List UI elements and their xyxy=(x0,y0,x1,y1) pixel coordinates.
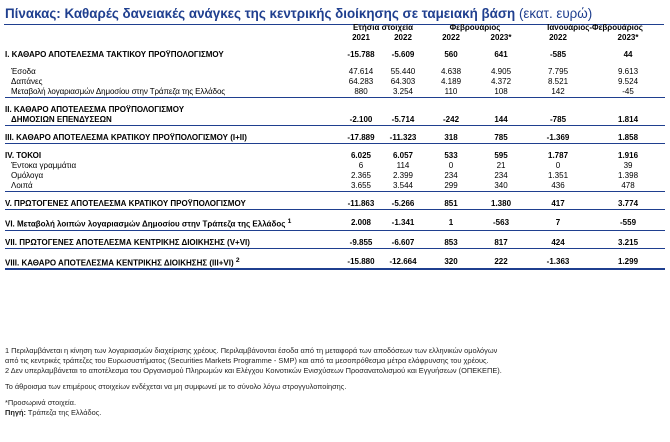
table-cell: -45 xyxy=(591,87,665,98)
table-cell: 3.215 xyxy=(591,238,665,249)
table-cell: -9.855 xyxy=(341,238,381,249)
table-cell: 8.521 xyxy=(548,77,569,86)
table-cell: -242 xyxy=(425,115,477,126)
table-cell: -1.341 xyxy=(381,217,425,230)
table-cell: 142 xyxy=(525,87,591,98)
table-cell: 2.399 xyxy=(392,171,414,180)
table-cell: 39 xyxy=(623,161,633,170)
table-cell: 222 xyxy=(477,256,525,270)
table-cell: 110 xyxy=(425,87,477,98)
rounding-note: Το άθροισμα των επιμέρους στοιχείων ενδέχεται να μη συμφωνεί με το σύνολο λόγω στρογγυλοποίησης. xyxy=(5,382,347,391)
table-cell: 234 xyxy=(494,171,508,180)
footnote-1-cont: από τις κεντρικές τράπεζες του Ευρωσυστήματος (Securities Markets Programme - SMP) και από τα μεσοπρόθεσμα μέτρα ελάφρυνσης του χρέους. xyxy=(5,356,489,365)
table-cell: 6 xyxy=(358,161,364,170)
table-cell: 1.858 xyxy=(591,133,665,144)
table-row xyxy=(5,151,665,161)
footnotes xyxy=(5,346,665,418)
table-cell: 595 xyxy=(494,151,508,160)
table-cell: 299 xyxy=(425,181,477,192)
table-row xyxy=(5,133,665,144)
row-label: Ομόλογα xyxy=(11,171,44,180)
header-year: 2022 xyxy=(442,33,460,42)
table-cell: 417 xyxy=(525,199,591,210)
table-row xyxy=(5,77,665,87)
table-cell: 1.916 xyxy=(618,151,639,160)
table-cell: -559 xyxy=(591,217,665,230)
header-year: 2021 xyxy=(352,33,370,42)
table-cell: -15.788 xyxy=(347,50,375,59)
table-cell: 880 xyxy=(341,87,381,98)
table-row xyxy=(5,105,665,115)
table-row xyxy=(5,171,665,181)
row-label: VII. ΠΡΩΤΟΓΕΝΕΣ ΑΠΟΤΕΛΕΣΜΑ ΚΕΝΤΡΙΚΗΣ ΔΙΟΙΚΗΣΗΣ (V+VI) xyxy=(5,238,341,249)
table-cell: 817 xyxy=(477,238,525,249)
table-cell: -12.664 xyxy=(381,256,425,270)
footnote-ref: 1 xyxy=(287,218,292,225)
header-year: 2022 xyxy=(549,33,567,42)
table-cell: 340 xyxy=(477,181,525,192)
table-cell: 6.025 xyxy=(350,151,372,160)
table-cell: 3.254 xyxy=(381,87,425,98)
row-label: ΙV. ΤΟΚΟΙ xyxy=(5,151,42,160)
row-label: ΙΙΙ. ΚΑΘΑΡΟ ΑΠΟΤΕΛΕΣΜΑ ΚΡΑΤΙΚΟΥ ΠΡΟΫΠΟΛΟΓΙΣΜΟΥ (Ι+ΙΙ) xyxy=(5,133,341,144)
table-row xyxy=(5,67,665,77)
table-cell: -563 xyxy=(477,217,525,230)
header-february: Φεβρουάριος xyxy=(449,23,501,32)
row-label: V. ΠΡΩΤΟΓΕΝΕΣ ΑΠΟΤΕΛΕΣΜΑ ΚΡΑΤΙΚΟΥ ΠΡΟΫΠΟΛΟΓΙΣΜΟΥ xyxy=(5,199,341,210)
table-cell: -11.863 xyxy=(341,199,381,210)
table-cell: 6.057 xyxy=(392,151,414,160)
table-cell: 64.303 xyxy=(390,77,416,86)
table-row xyxy=(5,87,665,98)
table-cell: 1.787 xyxy=(548,151,569,160)
source-note xyxy=(5,408,665,418)
table-cell: 3.774 xyxy=(591,199,665,210)
borrowing-table xyxy=(5,23,665,270)
table-cell: 0 xyxy=(555,161,561,170)
header-row-years xyxy=(5,33,665,43)
table-title xyxy=(5,6,667,21)
table-cell: 4.189 xyxy=(441,77,462,86)
row-label: Μεταβολή λογαριασμών Δημοσίου στην Τράπεζα της Ελλάδος xyxy=(5,87,341,98)
table-cell: 436 xyxy=(525,181,591,192)
table-cell: 1 xyxy=(425,217,477,230)
row-label: Δαπάνες xyxy=(11,77,43,86)
table-cell: 144 xyxy=(477,115,525,126)
footnote-1: 1 Περιλαμβάνεται η κίνηση των λογαριασμών διαχείρισης χρέους. Περιλαμβάνονται έσοδα από τη μεταφορά των αποδόσεων των ελληνικών ομολόγων xyxy=(5,346,498,355)
table-row xyxy=(5,199,665,210)
table-cell: -17.889 xyxy=(341,133,381,144)
table-cell: -1.363 xyxy=(525,256,591,270)
title-unit: (εκατ. ευρώ) xyxy=(518,6,593,21)
table-row xyxy=(5,217,665,230)
table-cell: 1.814 xyxy=(591,115,665,126)
row-label: Έντοκα γραμμάτια xyxy=(11,161,77,170)
row-label: Ι. ΚΑΘΑΡΟ ΑΠΟΤΕΛΕΣΜΑ ΤΑΚΤΙΚΟΥ ΠΡΟΫΠΟΛΟΓΙΣΜΟΥ xyxy=(5,50,224,59)
table-cell: 44 xyxy=(623,50,633,59)
table-cell: 7.795 xyxy=(548,67,569,76)
table-cell: -11.323 xyxy=(381,133,425,144)
provisional-note: *Προσωρινά στοιχεία. xyxy=(5,398,76,407)
table-cell: 318 xyxy=(425,133,477,144)
table-cell: 1.398 xyxy=(618,171,639,180)
table-cell: 4.372 xyxy=(491,77,512,86)
row-label-cont: ΔΗΜΟΣΙΩΝ ΕΠΕΝΔΥΣΕΩΝ xyxy=(5,115,341,126)
header-year: 2023* xyxy=(490,33,512,42)
title-main: Πίνακας: Καθαρές δανειακές ανάγκες της κεντρικής διοίκησης σε ταμειακή βάση xyxy=(5,6,516,21)
table-cell: 4.638 xyxy=(441,67,462,76)
table-cell: -5.714 xyxy=(381,115,425,126)
table-row xyxy=(5,50,665,60)
table-cell: 320 xyxy=(425,256,477,270)
table-row xyxy=(5,161,665,171)
table-cell: -2.100 xyxy=(341,115,381,126)
header-annual: Ετήσια στοιχεία xyxy=(352,23,414,32)
table-cell: 853 xyxy=(425,238,477,249)
row-label: VIII. ΚΑΘΑΡΟ ΑΠΟΤΕΛΕΣΜΑ ΚΕΝΤΡΙΚΗΣ ΔΙΟΙΚΗΣΗΣ (ΙΙΙ+VI) $^2$ xyxy=(5,256,341,270)
footnote-2: 2 Δεν υπερλαμβάνεται το αποτέλεσμα του Οργανισμού Πληρωμών και Ελέγχου Κοινοτικών Ενισχύσεων Προσανατολισμού και Εγγυήσεων (ΟΠΕΚΕΠΕ). xyxy=(5,366,502,375)
table-cell: -1.369 xyxy=(525,133,591,144)
table-cell: 3.544 xyxy=(381,181,425,192)
row-label: VI. Μεταβολή λοιπών λογαριασμών Δημοσίου στην Τράπεζα της Ελλάδος $^1$ xyxy=(5,217,341,230)
footnote-ref: 2 xyxy=(235,256,240,264)
table-cell: 2.365 xyxy=(350,171,372,180)
table-cell: -5.266 xyxy=(381,199,425,210)
table-cell: 4.905 xyxy=(491,67,512,76)
header-year: 2022 xyxy=(394,33,412,42)
table-cell: 21 xyxy=(496,161,506,170)
table-cell: -785 xyxy=(525,115,591,126)
table-cell: 641 xyxy=(494,50,508,59)
table-row xyxy=(5,238,665,249)
table-cell: 55.440 xyxy=(390,67,416,76)
table-cell: 424 xyxy=(525,238,591,249)
table-cell: 851 xyxy=(425,199,477,210)
table-cell: 478 xyxy=(591,181,665,192)
table-row xyxy=(5,115,665,126)
table-cell: 785 xyxy=(477,133,525,144)
header-row-groups xyxy=(5,23,665,33)
row-label: Λοιπά xyxy=(5,181,341,192)
table-cell: 7 xyxy=(525,217,591,230)
table-cell: 1.299 xyxy=(591,256,665,270)
table-cell: 234 xyxy=(444,171,458,180)
table-cell: 9.613 xyxy=(618,67,639,76)
table-cell: 108 xyxy=(477,87,525,98)
table-row xyxy=(5,256,665,270)
table-cell: -5.609 xyxy=(391,50,415,59)
table-cell: 1.380 xyxy=(477,199,525,210)
row-label: Έσοδα xyxy=(11,67,36,76)
table-cell: 0 xyxy=(448,161,454,170)
source-text: Τράπεζα της Ελλάδος. xyxy=(27,408,102,417)
table-cell: 2.008 xyxy=(341,217,381,230)
row-label: ΙΙ. ΚΑΘΑΡΟ ΑΠΟΤΕΛΕΣΜΑ ΠΡΟΫΠΟΛΟΓΙΣΜΟΥ xyxy=(5,105,185,114)
table-cell: 560 xyxy=(444,50,458,59)
table-cell: 9.524 xyxy=(618,77,639,86)
table-cell: -6.607 xyxy=(381,238,425,249)
table-cell: 533 xyxy=(444,151,458,160)
table-cell: 47.614 xyxy=(348,67,374,76)
table-cell: -585 xyxy=(550,50,567,59)
table-cell: 1.351 xyxy=(548,171,569,180)
header-jan-feb: Ιανουάριος-Φεβρουάριος xyxy=(547,23,643,32)
source-label: Πηγή: xyxy=(5,408,26,417)
table-row xyxy=(5,181,665,192)
table-cell: -15.880 xyxy=(341,256,381,270)
table-cell: 3.655 xyxy=(341,181,381,192)
table-cell: 64.283 xyxy=(348,77,374,86)
table-cell: 114 xyxy=(396,161,410,170)
header-year: 2023* xyxy=(617,33,639,42)
